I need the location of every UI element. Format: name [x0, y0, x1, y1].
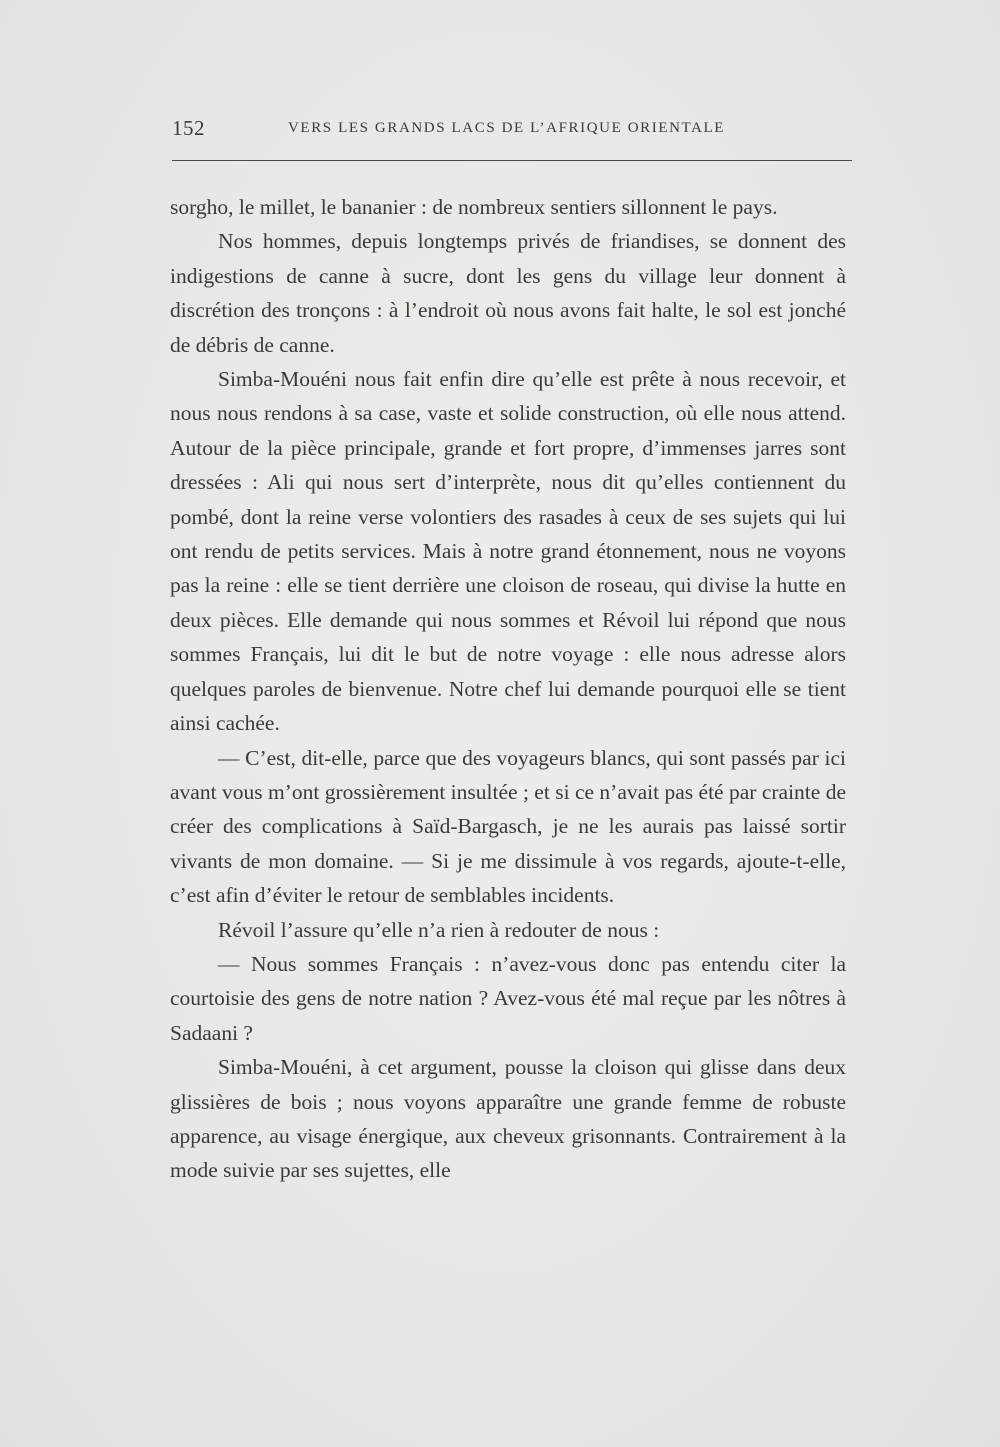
page-header [172, 112, 852, 152]
paragraph: Simba-Mouéni, à cet argument, pousse la cloison qui glisse dans deux glissières de bois ; nous voyons apparaître une grande femme de robuste apparence, au visage énergique, aux cheveux grisonnants. Contrairement à la mode suivie par ses sujettes, elle [170, 1055, 846, 1183]
paragraph-continuation: sorgho, le millet, le bananier : de nombreux sentiers sillonnent le pays. [170, 195, 778, 219]
body-text [170, 190, 846, 1188]
page-number: 152 [172, 116, 205, 140]
header-rule [172, 160, 852, 161]
paragraph: Nos hommes, depuis longtemps privés de friandises, se donnent des indigestions de canne à sucre, dont les gens du village leur donnent à discrétion des tronçons : à l’endroit où nous avons fait halte, le sol est jonché de débris de canne. [170, 229, 846, 357]
running-title: VERS LES GRANDS LACS DE L’AFRIQUE ORIENTALE [288, 120, 726, 136]
paragraph: Simba-Mouéni nous fait enfin dire qu’elle est prête à nous recevoir, et nous nous rendons à sa case, vaste et solide construction, où elle nous attend. Autour de la pièce principale, grande et fort propre, d’immenses jarres sont dressées : Ali qui nous sert d’interprète, nous dit qu’elles contiennent du pombé, dont la reine verse volontiers des rasades à ceux de ses sujets qui lui ont rendu de petits services. Mais à notre grand étonnement, nous ne voyons pas la reine : elle se tient derrière une cloison de roseau, qui divise la hutte en deux pièces. Elle demande qui nous sommes et Révoil lui répond que nous sommes Français, lui dit le but de notre voyage : elle nous adresse alors quelques paroles de bienvenue. Notre chef lui demande pourquoi elle se tient ainsi cachée. [170, 367, 846, 736]
paragraph-dialogue: — Nous sommes Français : n’avez-vous donc pas entendu citer la courtoisie des gens de notre nation ? Avez-vous été mal reçue par les nôtres à Sadaani ? [170, 951, 846, 1045]
paragraph: Révoil l’assure qu’elle n’a rien à redouter de nous : [218, 917, 660, 942]
paragraph-dialogue: — C’est, dit-elle, parce que des voyageurs blancs, qui sont passés par ici avant vous m’ont grossièrement insultée ; et si ce n’avait pas été par crainte de créer des complications à Saïd-Bargasch, je ne les aurais pas laissé sortir vivants de mon domaine. — Si je me dissimule à vos regards, ajoute-t-elle, c’est afin d’éviter le retour de semblables incidents. [170, 745, 846, 908]
